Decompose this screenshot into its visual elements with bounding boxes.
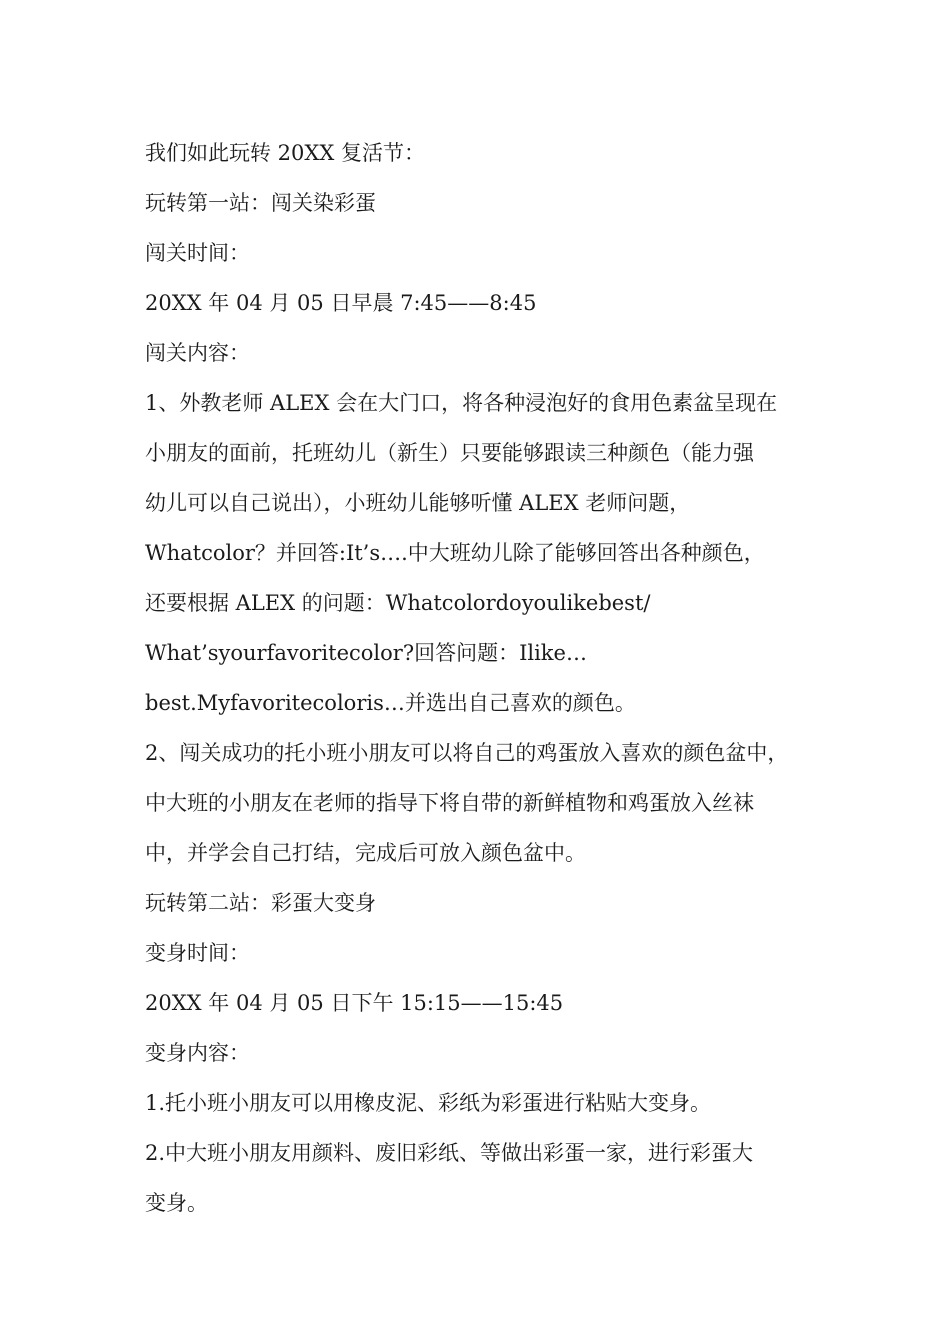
station-two-time-value: 20XX 年 04 月 05 日下午 15:15——15:45 bbox=[145, 991, 564, 1015]
station-one-time-value: 20XX 年 04 月 05 日早晨 7:45——8:45 bbox=[145, 291, 537, 315]
paragraph-line: 1.托小班小朋友可以用橡皮泥、彩纸为彩蛋进行粘贴大变身。 bbox=[145, 1091, 712, 1115]
paragraph-line: 2、闯关成功的托小班小朋友可以将自己的鸡蛋放入喜欢的颜色盆中， bbox=[145, 741, 789, 765]
paragraph-line: 中大班的小朋友在老师的指导下将自带的新鲜植物和鸡蛋放入丝袜 bbox=[145, 791, 754, 815]
paragraph-line: What’syourfavoritecolor?回答问题：Ilike… bbox=[145, 641, 587, 665]
station-one-content-label: 闯关内容： bbox=[145, 341, 250, 365]
paragraph-line: best.Myfavoritecoloris…并选出自己喜欢的颜色。 bbox=[145, 691, 636, 715]
document-body bbox=[145, 128, 825, 1228]
paragraph-line: 中，并学会自己打结，完成后可放入颜色盆中。 bbox=[145, 841, 586, 865]
station-one-time-label: 闯关时间： bbox=[145, 241, 250, 265]
paragraph-line: 1、外教老师 ALEX 会在大门口，将各种浸泡好的食用色素盆呈现在 bbox=[145, 391, 778, 415]
station-two-content-label: 变身内容： bbox=[145, 1041, 250, 1065]
paragraph-line: 幼儿可以自己说出），小班幼儿能够听懂 ALEX 老师问题， bbox=[145, 491, 691, 515]
heading-easter-plan: 我们如此玩转 20XX 复活节： bbox=[145, 141, 425, 165]
paragraph-line: Whatcolor？并回答:It’s….中大班幼儿除了能够回答出各种颜色， bbox=[145, 541, 765, 565]
station-two-time-label: 变身时间： bbox=[145, 941, 250, 965]
paragraph-line: 小朋友的面前，托班幼儿（新生）只要能够跟读三种颜色（能力强 bbox=[145, 441, 754, 465]
paragraph-line: 变身。 bbox=[145, 1191, 208, 1215]
station-one-title: 玩转第一站：闯关染彩蛋 bbox=[145, 191, 376, 215]
paragraph-line: 还要根据 ALEX 的问题：Whatcolordoyoulikebest/ bbox=[145, 591, 651, 615]
paragraph-line: 2.中大班小朋友用颜料、废旧彩纸、等做出彩蛋一家，进行彩蛋大 bbox=[145, 1141, 754, 1165]
station-two-title: 玩转第二站：彩蛋大变身 bbox=[145, 891, 376, 915]
